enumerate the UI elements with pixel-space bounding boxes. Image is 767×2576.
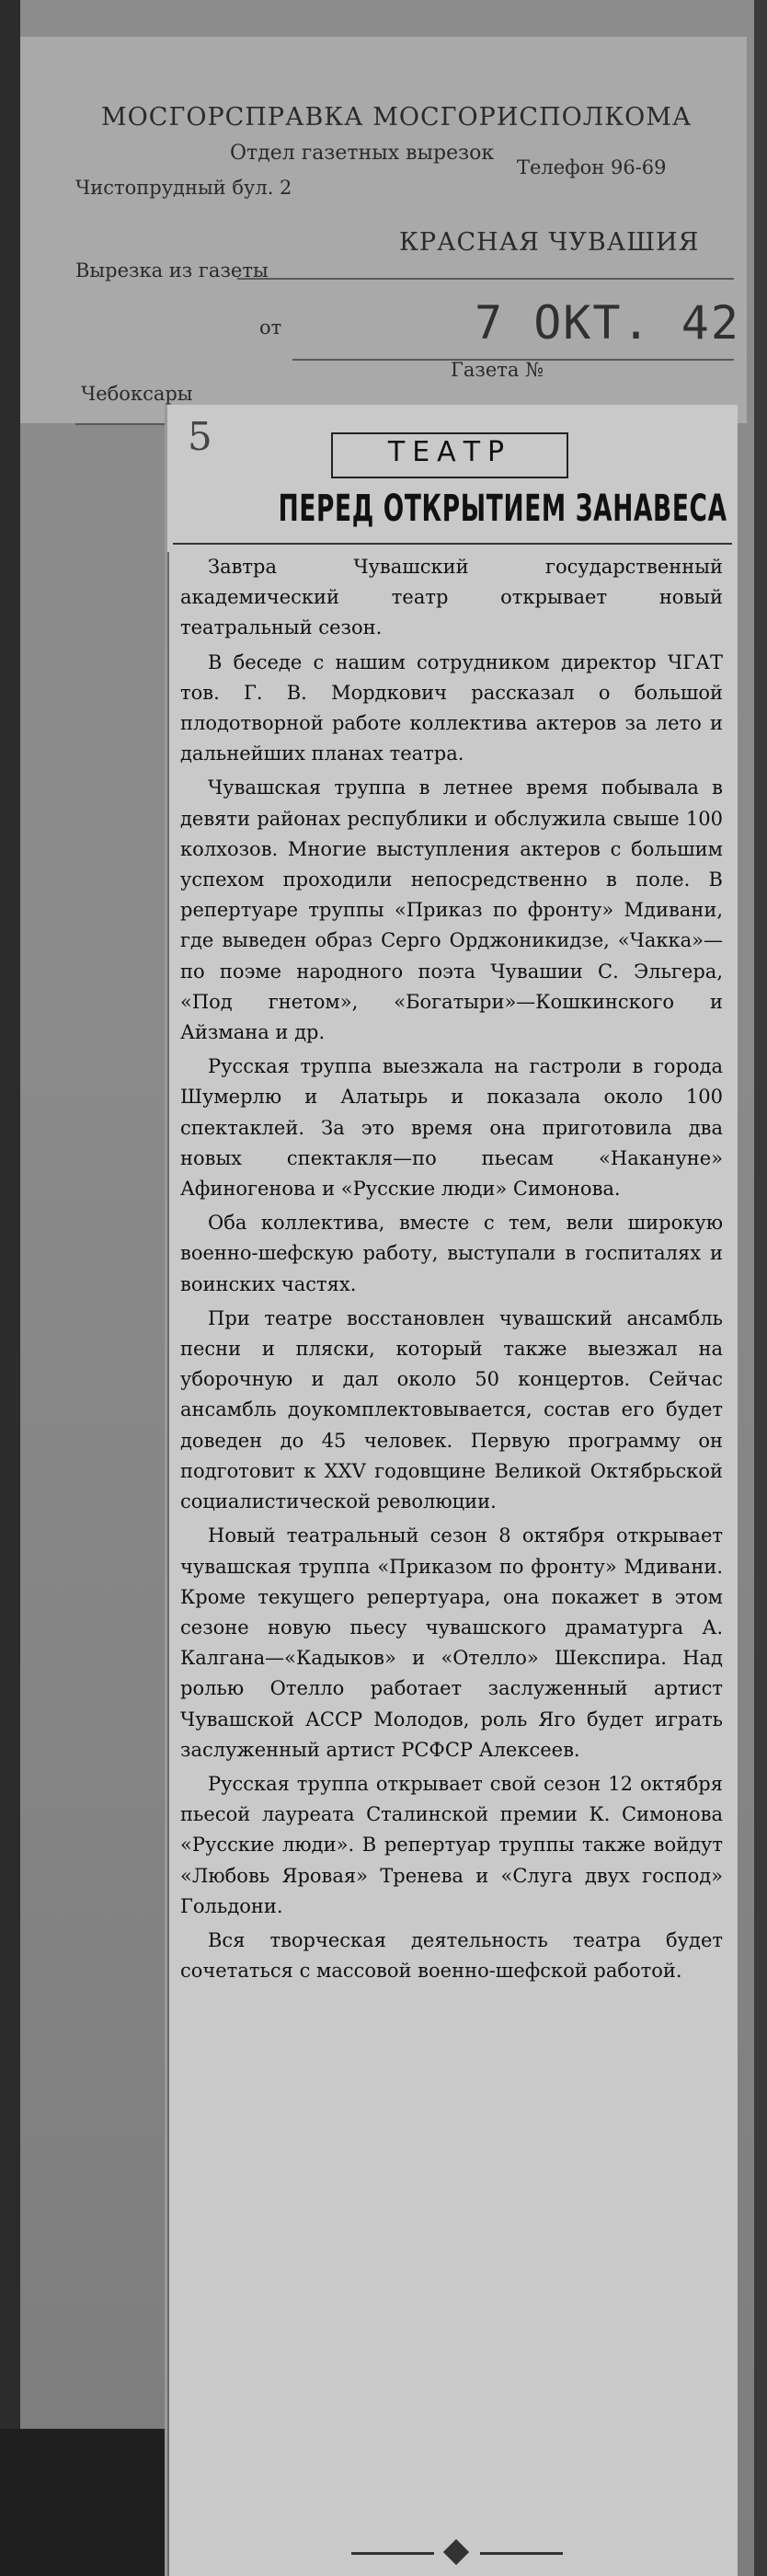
issue-number-label: Газета №: [451, 359, 544, 381]
department-name: Отдел газетных вырезок: [230, 142, 495, 165]
agency-address: Чистопрудный бул. 2: [75, 177, 292, 199]
newspaper-name: КРАСНАЯ ЧУВАШИЯ: [399, 228, 700, 257]
agency-name: МОСГОРСПРАВКА МОСГОРИСПОЛКОМА: [101, 103, 693, 132]
ornament-bar-left: [351, 2552, 434, 2555]
scan-corner-dark: [0, 2429, 184, 2576]
article-headline: ПЕРЕД ОТКРЫТИЕМ ЗАНАВЕСА: [278, 488, 727, 530]
clipping-label: Вырезка из газеты: [75, 259, 269, 282]
article-paragraph: Русская труппа открывает свой сезон 12 октября пьесой лауреата Сталинской премии К. Симонова «Русские люди». В репертуар труппы также войдут «Любовь Яровая» Тренева и «Слуга двух господ» Гольдони.: [180, 1772, 723, 1917]
article-paragraph: Оба коллектива, вместе с тем, вели широкую военно-шефскую работу, выступали в госпиталях и воинских частях.: [180, 1212, 723, 1295]
corner-mark: 5: [188, 414, 212, 459]
article-paragraph: Завтра Чувашский государственный академический театр открывает новый театральный сезон.: [180, 556, 723, 639]
article-paragraph: Русская труппа выезжала на гастроли в города Шумерлю и Алатырь и показала около 100 спектаклей. За это время она приготовила два новых спектакля—по пьесам «Накануне» Афиногенова и «Русские люди» Симонова.: [180, 1055, 723, 1201]
article-paragraph: Чувашская труппа в летнее время побывала в девяти районах республики и обслужила свыше 100 колхозов. Многие выступления актеров с большим успехом проходили непосредственно в поле. В репертуаре труппы «Приказ по фронту» Мдивани, где выведен образ Серго Орджоникидзе, «Чакка»—по поэме народного поэта Чувашии С. Эльгера, «Под гнетом», «Богатыри»—Кошкинского и Айзмана и др.: [180, 776, 723, 1044]
clipping-service-form: [20, 37, 747, 423]
ornament-bar-right: [480, 2552, 563, 2555]
article-paragraph: Новый театральный сезон 8 октября открывает чувашская труппа «Приказом по фронту» Мдивани. Кроме текущего репертуара, она покажет в этом сезоне новую пьесу чувашского драматурга А. Калгана—«Кадыков» и «Отелло» Шекспира. Над ролью Отелло работает заслуженный артист Чувашской АССР Молодов, роль Яго будет играть заслуженный артист РСФСР Алексеев.: [180, 1524, 723, 1761]
end-ornament: [351, 2539, 563, 2567]
ornament-diamond-icon: [443, 2539, 469, 2565]
article-paragraph: При театре восстановлен чувашский ансамбль песни и пляски, который также выезжал на уборочную и дал около 50 концертов. Сейчас ансамбль доукомплектовывается, состав его будет доведен до 45 человек. Первую программу он подготовит к XXV годовщине Великой Октябрьской социалистической революции.: [180, 1306, 723, 1513]
scan-edge-left: [0, 0, 20, 2576]
article-paragraph: В беседе с нашим сотрудником директор ЧГАТ тов. Г. В. Мордкович рассказал о большой плодотворной работе коллектива актеров за лето и дальнейших планах театра.: [180, 650, 723, 765]
phone-number: Телефон 96-69: [517, 156, 667, 178]
date-stamp: 7 ОКТ. 42: [475, 296, 740, 350]
column-rule: [167, 552, 169, 2576]
newspaper-clipping: [167, 405, 738, 2576]
article-body: [180, 552, 723, 1990]
newspaper-line: [237, 278, 734, 280]
article-paragraph: Вся творческая деятельность театра будет сочетаться с массовой военно-шефской работой.: [180, 1928, 723, 1983]
headline-rule: [173, 543, 732, 545]
city-name: Чебоксары: [81, 383, 193, 405]
scan-edge-right: [754, 0, 767, 2576]
rubric: ТЕАТР: [387, 436, 512, 468]
date-label: от: [259, 316, 282, 339]
rubric-box: [331, 432, 568, 478]
